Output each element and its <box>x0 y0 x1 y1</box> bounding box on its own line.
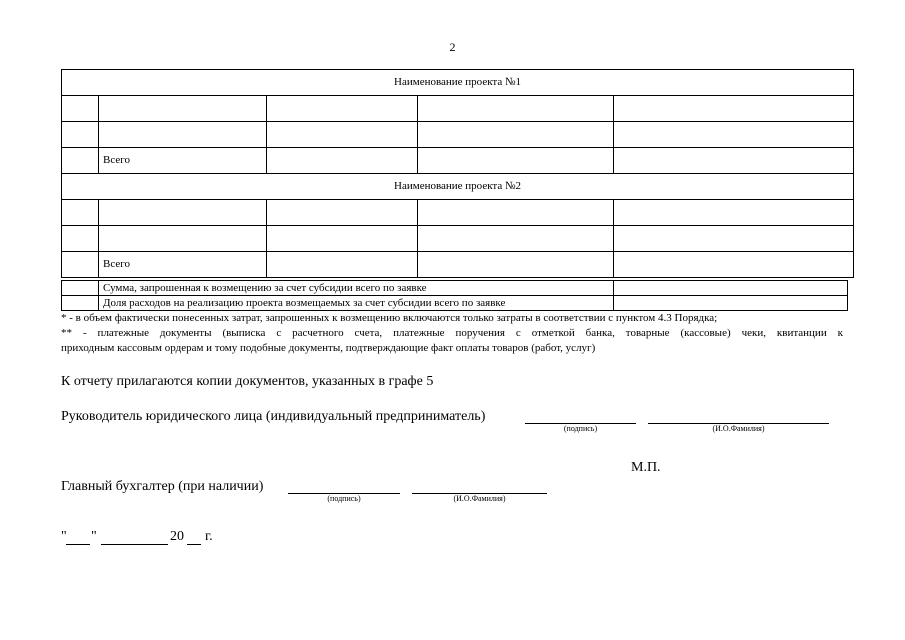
accountant-signature-caption: (подпись) <box>327 494 361 503</box>
project-2-header-row <box>62 174 854 200</box>
stamp-placeholder: М.П. <box>631 460 661 475</box>
summary-amount-value <box>614 281 848 296</box>
date-close-quote: " <box>91 529 97 544</box>
date-day-blank <box>66 544 90 545</box>
table-cell <box>418 200 614 226</box>
table-cell <box>62 122 99 148</box>
table-cell <box>267 252 418 278</box>
table-row <box>62 200 854 226</box>
table-cell <box>418 96 614 122</box>
project-2-title: Наименование проекта №2 <box>62 174 854 200</box>
project-2-total-row <box>62 252 854 278</box>
head-signature-caption: (подпись) <box>563 424 598 433</box>
summary-share-value <box>614 296 848 311</box>
footnote-2-line-2: приходным кассовым ордерам и тому подобные документы, подтверждающие факт оплаты товаров (работ, услуг) <box>61 342 596 354</box>
summary-row-amount <box>62 281 848 296</box>
date-year-blank <box>187 544 201 545</box>
table-cell <box>99 200 267 226</box>
subsidy-summary-table <box>61 280 848 311</box>
table-cell <box>62 296 99 311</box>
attachment-note: К отчету прилагаются копии документов, указанных в графе 5 <box>61 374 434 389</box>
page-number: 2 <box>449 40 456 54</box>
table-cell <box>267 226 418 252</box>
table-row <box>62 226 854 252</box>
project-1-total-label: Всего <box>99 148 267 174</box>
table-cell <box>614 96 854 122</box>
project-1-title: Наименование проекта №1 <box>62 70 854 96</box>
accountant-name-caption: (И.О.Фамилия) <box>453 494 506 503</box>
project-expenses-table <box>61 69 854 278</box>
footnote-1: * - в объем фактически понесенных затрат, запрошенных к возмещению включаются только затраты в соответствии с пунктом 4.3 Порядка; <box>61 312 718 324</box>
table-cell <box>62 252 99 278</box>
project-1-total-row <box>62 148 854 174</box>
table-cell <box>418 252 614 278</box>
date-open-quote: " <box>61 529 67 544</box>
table-cell <box>614 252 854 278</box>
table-cell <box>614 148 854 174</box>
table-cell <box>614 226 854 252</box>
table-cell <box>267 96 418 122</box>
table-cell <box>267 200 418 226</box>
head-name-caption: (И.О.Фамилия) <box>712 424 765 433</box>
accountant-label: Главный бухгалтер (при наличии) <box>61 479 264 494</box>
table-cell <box>62 281 99 296</box>
table-cell <box>267 122 418 148</box>
table-cell <box>62 148 99 174</box>
table-cell <box>614 122 854 148</box>
table-cell <box>418 148 614 174</box>
table-cell <box>99 122 267 148</box>
project-2-total-label: Всего <box>99 252 267 278</box>
date-year-prefix: 20 <box>170 529 184 544</box>
table-row <box>62 122 854 148</box>
table-cell <box>418 122 614 148</box>
footnote-2-line-1: ** - платежные документы (выписка с расчетного счета, платежные поручения с отметкой банка, товарные (кассовые) чеки, квитанции к <box>61 327 843 339</box>
table-cell <box>62 200 99 226</box>
table-cell <box>99 226 267 252</box>
table-cell <box>614 200 854 226</box>
table-cell <box>267 148 418 174</box>
table-row <box>62 96 854 122</box>
table-cell <box>62 96 99 122</box>
summary-amount-label: Сумма, запрошенная к возмещению за счет субсидии всего по заявке <box>99 281 614 296</box>
project-1-header-row <box>62 70 854 96</box>
table-cell <box>62 226 99 252</box>
date-year-suffix: г. <box>205 529 213 544</box>
summary-row-share <box>62 296 848 311</box>
summary-share-label: Доля расходов на реализацию проекта возмещаемых за счет субсидии всего по заявке <box>99 296 614 311</box>
head-label: Руководитель юридического лица (индивидуальный предприниматель) <box>61 409 486 424</box>
table-cell <box>99 96 267 122</box>
table-cell <box>418 226 614 252</box>
date-month-blank <box>101 544 168 545</box>
